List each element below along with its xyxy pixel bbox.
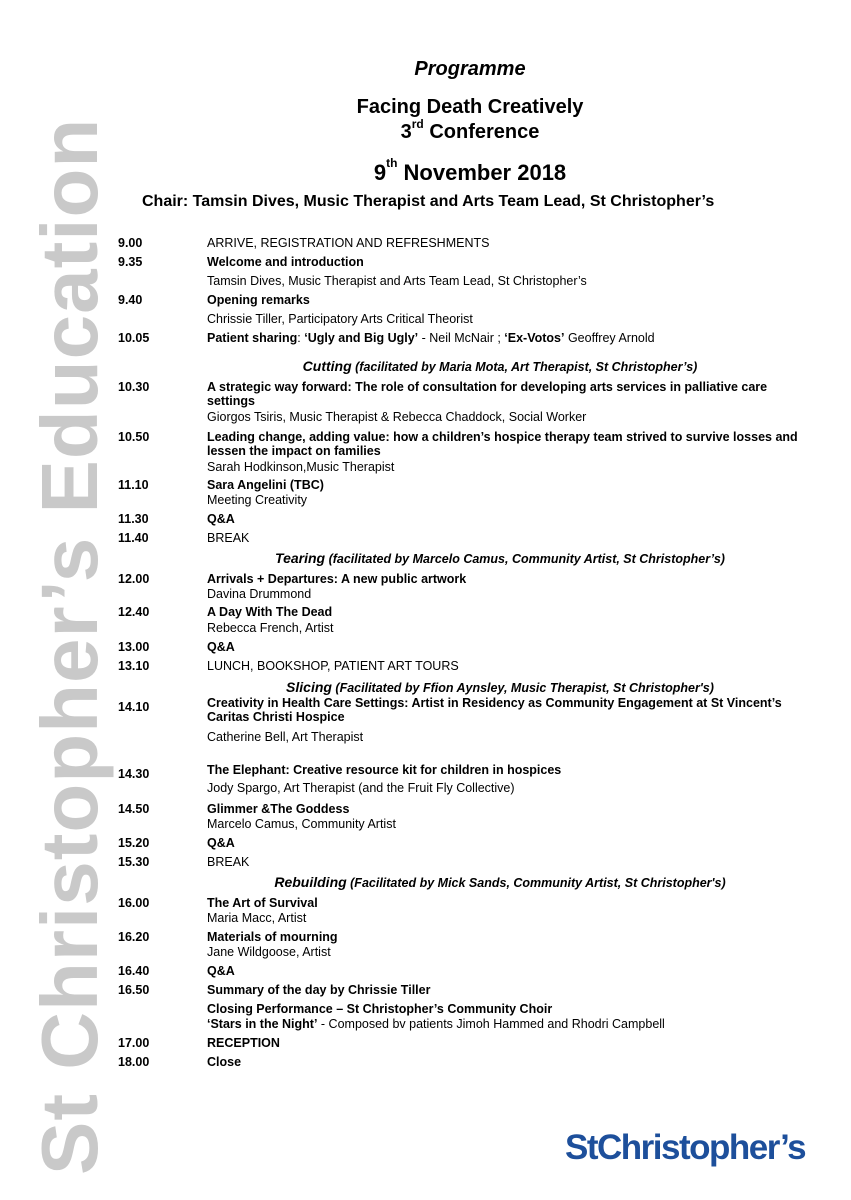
time: 14.50 (118, 802, 150, 816)
time: 16.20 (118, 930, 150, 944)
item-patient-sharing: Patient sharing: ‘Ugly and Big Ugly’ - Neil McNair ; ‘Ex-Votos’ Geoffrey Arnold (207, 331, 655, 345)
time: 13.00 (118, 640, 150, 654)
item-title: Summary of the day by Chrissie Tiller (207, 983, 431, 997)
item-title: Leading change, adding value: how a children’s hospice therapy team strived to survive losses and lessen the impact on families (207, 430, 798, 458)
time: 9.35 (118, 255, 143, 269)
side-banner: St Christopher’s Education (25, 117, 114, 1175)
time: 16.50 (118, 983, 150, 997)
item-break: BREAK (207, 531, 250, 545)
item-lunch: LUNCH, BOOKSHOP, PATIENT ART TOURS (207, 659, 459, 673)
conference-date: 9th November 2018 (373, 156, 567, 185)
item-speaker: Tamsin Dives, Music Therapist and Arts Team Lead, St Christopher’s (207, 274, 587, 288)
item-qa: Q&A (207, 964, 235, 978)
time: 16.00 (118, 896, 150, 910)
conference-number: 3rd Conference (400, 117, 540, 143)
time: 12.40 (118, 605, 150, 619)
time: 15.30 (118, 855, 150, 869)
item-title: The Art of Survival (207, 896, 318, 910)
item-speaker: Maria Macc, Artist (207, 911, 307, 925)
item-reception: RECEPTION (207, 1036, 280, 1050)
item-title: Welcome and introduction (207, 255, 364, 269)
time: 10.50 (118, 430, 150, 444)
item-speaker: Meeting Creativity (207, 493, 308, 507)
item-qa: Q&A (207, 836, 235, 850)
item-speaker: Jody Spargo, Art Therapist (and the Fruit Fly Collective) (207, 781, 515, 795)
item-title: Opening remarks (207, 293, 310, 307)
item-speaker: Jane Wildgoose, Artist (207, 945, 331, 959)
time: 16.40 (118, 964, 150, 978)
item-title: Sara Angelini (TBC) (207, 478, 324, 492)
item-qa: Q&A (207, 640, 235, 654)
section-cutting: Cutting (facilitated by Maria Mota, Art Therapist, St Christopher’s) (302, 358, 698, 374)
time: 13.10 (118, 659, 150, 673)
item-title: A Day With The Dead (207, 605, 333, 619)
item-speaker: Rebecca French, Artist (207, 621, 334, 635)
chair-line: Chair: Tamsin Dives, Music Therapist and Arts Team Lead, St Christopher’s (142, 193, 715, 210)
conference-title: Facing Death Creatively (356, 96, 584, 118)
item-speaker: Giorgos Tsiris, Music Therapist & Rebecca Chaddock, Social Worker (207, 410, 587, 424)
item-arrive: ARRIVE, REGISTRATION AND REFRESHMENTS (207, 236, 490, 250)
time: 17.00 (118, 1036, 150, 1050)
item-speaker: Chrissie Tiller, Participatory Arts Critical Theorist (207, 312, 473, 326)
item-title: Closing Performance – St Christopher’s Community Choir (207, 1002, 553, 1016)
time: 18.00 (118, 1055, 150, 1069)
time: 9.40 (118, 293, 143, 307)
item-speaker: ‘Stars in the Night’ - Composed bv patients Jimoh Hammed and Rhodri Campbell (207, 1017, 665, 1031)
item-title: The Elephant: Creative resource kit for children in hospices (207, 763, 562, 777)
time: 11.10 (118, 478, 149, 492)
time: 14.30 (118, 767, 150, 781)
item-title: Glimmer &The Goddess (207, 802, 350, 816)
item-title: Materials of mourning (207, 930, 338, 944)
section-tearing: Tearing (facilitated by Marcelo Camus, Community Artist, St Christopher’s) (275, 550, 725, 566)
time: 10.30 (118, 380, 150, 394)
time: 9.00 (118, 236, 143, 250)
st-christophers-logo: StChristopher’s (565, 1128, 806, 1167)
time: 10.05 (118, 331, 150, 345)
item-title: Arrivals + Departures: A new public artwork (207, 572, 467, 586)
item-title: Creativity in Health Care Settings: Artist in Residency as Community Engagement at St Vincent’s Caritas Christi Hospice (207, 696, 782, 724)
section-rebuilding: Rebuilding (Facilitated by Mick Sands, Community Artist, St Christopher's) (274, 874, 726, 890)
item-break: BREAK (207, 855, 250, 869)
item-speaker: Sarah Hodkinson,Music Therapist (207, 460, 395, 474)
time: 11.30 (118, 512, 149, 526)
time: 12.00 (118, 572, 150, 586)
time: 15.20 (118, 836, 150, 850)
time: 14.10 (118, 700, 150, 714)
programme-heading: Programme (414, 58, 526, 80)
item-speaker: Catherine Bell, Art Therapist (207, 730, 364, 744)
item-speaker: Davina Drummond (207, 587, 312, 601)
item-close: Close (207, 1055, 242, 1069)
item-speaker: Marcelo Camus, Community Artist (207, 817, 396, 831)
time: 11.40 (118, 531, 149, 545)
item-qa: Q&A (207, 512, 235, 526)
section-slicing: Slicing (Facilitated by Ffion Aynsley, Music Therapist, St Christopher's) (286, 679, 714, 695)
item-title: A strategic way forward: The role of consultation for developing arts services in palliative care settings (207, 380, 768, 408)
